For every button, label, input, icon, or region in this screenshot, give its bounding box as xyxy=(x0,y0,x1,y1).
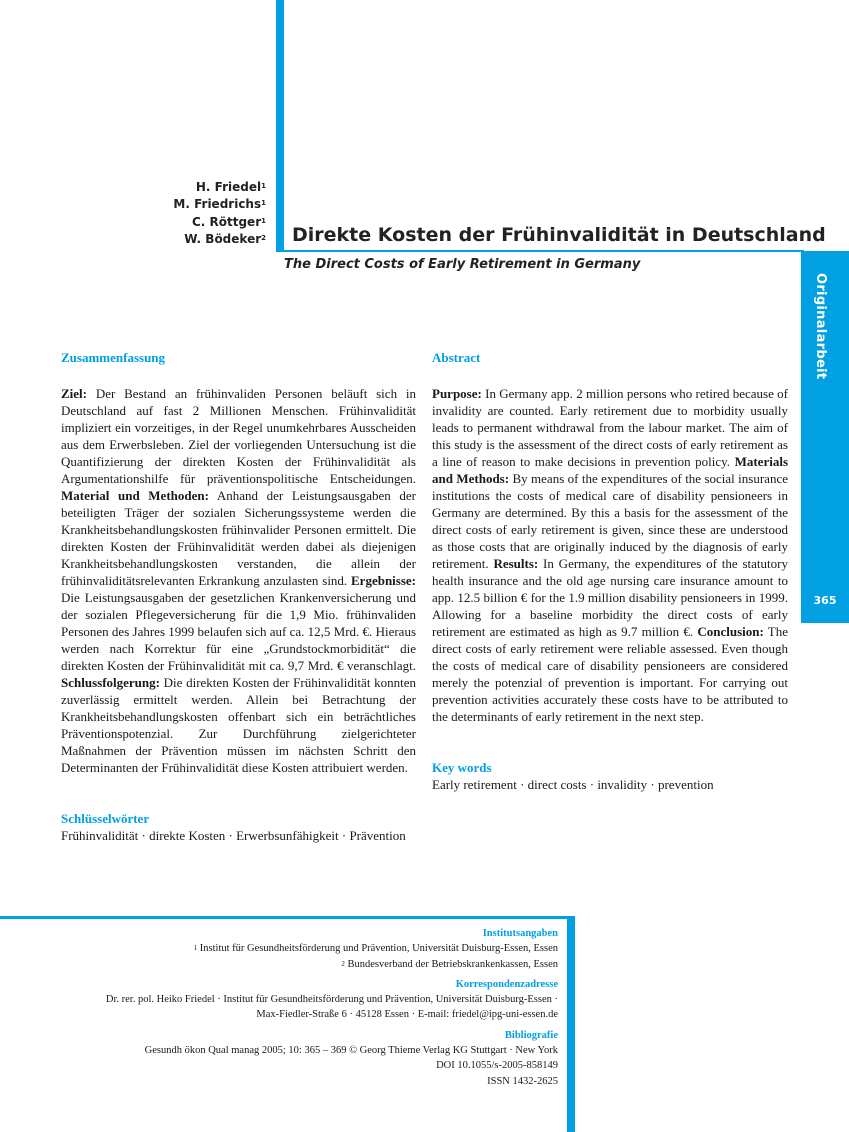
affiliation-2: $^2$ Bundesverband der Betriebskrankenkassen, Essen xyxy=(341,958,558,970)
correspondence-line-2: Max-Fiedler-Straße 6 · 45128 Essen · E-mail: friedel@ipg-uni-essen.de xyxy=(256,1009,558,1021)
author-list xyxy=(173,179,266,248)
label-schlussfolgerung: Schlussfolgerung: xyxy=(61,675,160,690)
bibliografie-heading: Bibliografie xyxy=(504,1029,558,1041)
author: M. Friedrichs$^1$ xyxy=(173,197,266,212)
article-subtitle: The Direct Costs of Early Retirement in Germany xyxy=(284,257,641,272)
zusammenfassung-body xyxy=(61,385,416,776)
keywords: Early retirement · direct costs · invalidity · prevention xyxy=(432,777,714,792)
ziel-text: Der Bestand an frühinvaliden Personen beläuft sich in Deutschland auf fast 2 Millionen Menschen. Frühinvalidität impliziert ein vorzeitiges, in der Regel unumkehrbares Ausscheiden aus dem Erwerbsleben. Ziel der vorliegenden Untersuchung ist die Quantifizierung der direkten Kosten der Frühinvalidität als Argumentationshilfe für präventionspolitische Entscheidungen. xyxy=(61,386,416,486)
results-text: In Germany, the expenditures of the statutory health insurance and the old age nursing care insurance amount to app. 12.5 billion € for the 1.9 million disability pensioneers in 1999. Allowing for a baseline morbidity the direct costs of early retirement are estimated as high as 9.7 million €. xyxy=(432,556,788,639)
schluesselwoerter: Frühinvalidität · direkte Kosten · Erwerbsunfähigkeit · Prävention xyxy=(61,828,406,843)
bibliography-line-1: Gesundh ökon Qual manag 2005; 10: 365 – 369 © Georg Thieme Verlag KG Stuttgart · New York xyxy=(144,1045,558,1057)
author: C. Röttger$^1$ xyxy=(191,214,266,229)
bibliography-issn: ISSN 1432-2625 xyxy=(487,1075,558,1087)
section-tab-label: Originalarbeit xyxy=(813,273,828,380)
methods-text: By means of the expenditures of the social insurance institutions the costs of medical care of disability pensioneers in Germany are determined. By this a basis for the assessment of the direct costs of early retirement is given, since these are understood as those costs that are originally induced by the diagnosis of early retirement. xyxy=(432,471,788,571)
label-ziel: Ziel: xyxy=(61,386,87,401)
affiliation-1: $^1$ Institut für Gesundheitsförderung und Prävention, Universität Duisburg-Essen, Essen xyxy=(193,943,558,955)
abstract-heading: Abstract xyxy=(432,350,481,365)
institutsangaben-heading: Institutsangaben xyxy=(482,928,558,939)
label-conclusion: Conclusion: xyxy=(697,624,764,639)
zusammenfassung-heading: Zusammenfassung xyxy=(61,350,166,365)
label-methods: Materials and Methods: xyxy=(432,454,788,486)
section-tab xyxy=(801,251,849,623)
correspondence-line-1: Dr. rer. pol. Heiko Friedel · Institut für Gesundheitsförderung und Prävention, Universität Duisburg-Essen · xyxy=(105,994,558,1006)
bibliography-doi: DOI 10.1055/s-2005-858149 xyxy=(436,1060,558,1072)
label-material: Material und Methoden: xyxy=(61,488,209,503)
page-number: 365 xyxy=(813,594,837,607)
author: H. Friedel$^1$ xyxy=(195,180,266,194)
conclusion-text: The direct costs of early retirement were reliable assessed. Even though the costs of medical care of disability pensioneers are considered merely the potenzial of prevention is important. For carrying out prevention activities accurately these costs have to be attributed to the determinants of early retirement in the next step. xyxy=(432,624,788,724)
article-title: Direkte Kosten der Frühinvalidität in Deutschland xyxy=(292,224,826,246)
footer-info xyxy=(18,926,558,1089)
schlussfolgerung-text: Die direkten Kosten der Frühinvalidität konnten zuverlässig ermittelt werden. Allein bei Betrachtung der Krankheitsbehandlungskosten offenbart sich ein beträchtliches Präventionspotenzial. Zur Durchführung zielgerichteter Maßnahmen der Prävention müssen im nächsten Schritt den Determinanten der Frühinvalidität diese Kosten attribuiert werden. xyxy=(61,675,416,775)
schluesselwoerter-heading: Schlüsselwörter xyxy=(61,811,150,826)
footer-vertical-rule xyxy=(567,916,575,1132)
material-text: Anhand der Leistungsausgaben der beteiligten Träger der sozialen Sicherungssysteme werden die Krankheitsbehandlungskosten frühinvalider Personen ermittelt. Die direkten Kosten der Frühinvalidität werden dabei als diejenigen Krankheitsbehandlungskosten verstanden, die allein der frühinvaliditätsrelevanten Erkrankung anzulasten sind. xyxy=(61,488,416,588)
ergebnisse-text: Die Leistungsausgaben der gesetzlichen Krankenversicherung und der sozialen Pflegeversicherung für die 1,9 Mio. frühinvaliden Personen des Jahres 1999 belaufen sich auf ca. 12,5 Mrd. €. Hieraus werden nach Korrektur für eine „Grundstockmorbidität“ die direkten Kosten der Frühinvalidität mit ca. 9,7 Mrd. € veranschlagt. xyxy=(61,590,416,673)
label-purpose: Purpose: xyxy=(432,386,482,401)
header-vertical-rule xyxy=(276,0,284,251)
keywords-heading: Key words xyxy=(432,760,492,775)
author: W. Bödeker$^2$ xyxy=(184,231,266,246)
footer-rule xyxy=(0,916,570,919)
korrespondenz-heading: Korrespondenzadresse xyxy=(455,978,558,990)
label-results: Results: xyxy=(493,556,539,571)
abstract-body xyxy=(432,385,788,725)
title-underline xyxy=(276,250,804,252)
purpose-text: In Germany app. 2 million persons who retired because of invalidity are counted. Early retirement due to morbidity usually leads to permanent withdrawal from the labour market. The aim of this study is the assessment of the direct costs of early retirement as a line of reason to make decisions in prevention policy. xyxy=(432,386,788,469)
label-ergebnisse: Ergebnisse: xyxy=(351,573,416,588)
